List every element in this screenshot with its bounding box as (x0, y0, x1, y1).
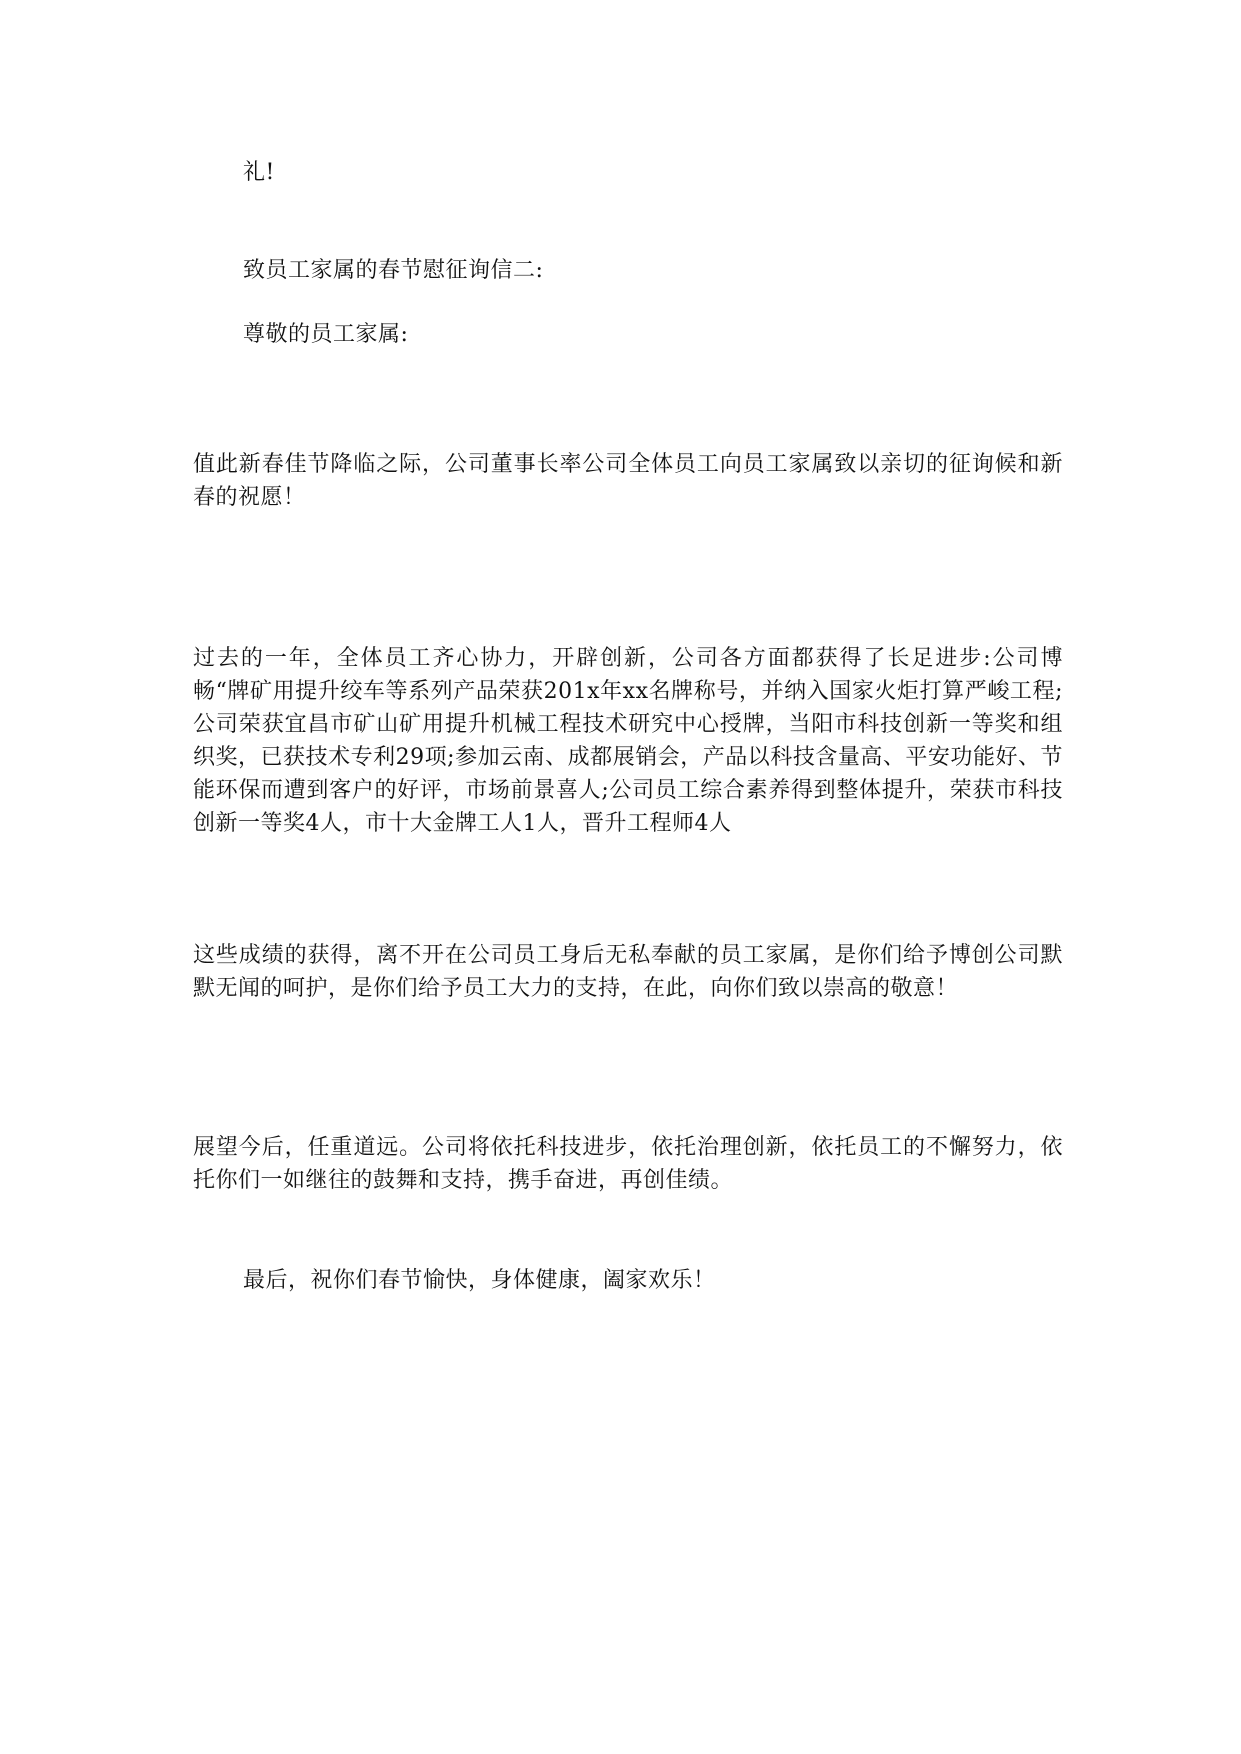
paragraph-outlook: 展望今后，任重道远。公司将依托科技进步，依托治理创新，依托员工的不懈努力，依托你们一如继往的鼓舞和支持，携手奋进，再创佳绩。 (193, 1135, 1063, 1193)
paragraph-achievements: 过去的一年，全体员工齐心协力，开辟创新，公司各方面都获得了长足进步:公司博畅“牌矿用提升绞车等系列产品荣获201x年xx名牌称号，并纳入国家火炬打算严峻工程;公司荣获宜昌市矿山矿用提升机械工程技术研究中心授牌，当阳市科技创新一等奖和组织奖，已获技术专利29项;参加云南、成都展销会，产品以科技含量高、平安功能好、节能环保而遭到客户的好评，市场前景喜人;公司员工综合素养得到整体提升，荣获市科技创新一等奖4人，市十大金牌工人1人，晋升工程师4人 (193, 646, 1063, 836)
final-wish: 最后，祝你们春节愉快，身体健康，阖家欢乐！ (243, 1268, 716, 1293)
paragraph-gratitude: 这些成绩的获得，离不开在公司员工身后无私奉献的员工家属，是你们给予博创公司默默无闻的呵护，是你们给予员工大力的支持，在此，向你们致以崇高的敬意！ (193, 943, 1063, 1001)
paragraph-greeting: 值此新春佳节降临之际，公司董事长率公司全体员工向员工家属致以亲切的征询候和新春的祝愿！ (193, 452, 1063, 510)
salutation: 尊敬的员工家属: (243, 322, 409, 347)
section-title: 致员工家属的春节慰征询信二: (243, 258, 544, 283)
closing-fragment: 礼! (243, 160, 275, 185)
